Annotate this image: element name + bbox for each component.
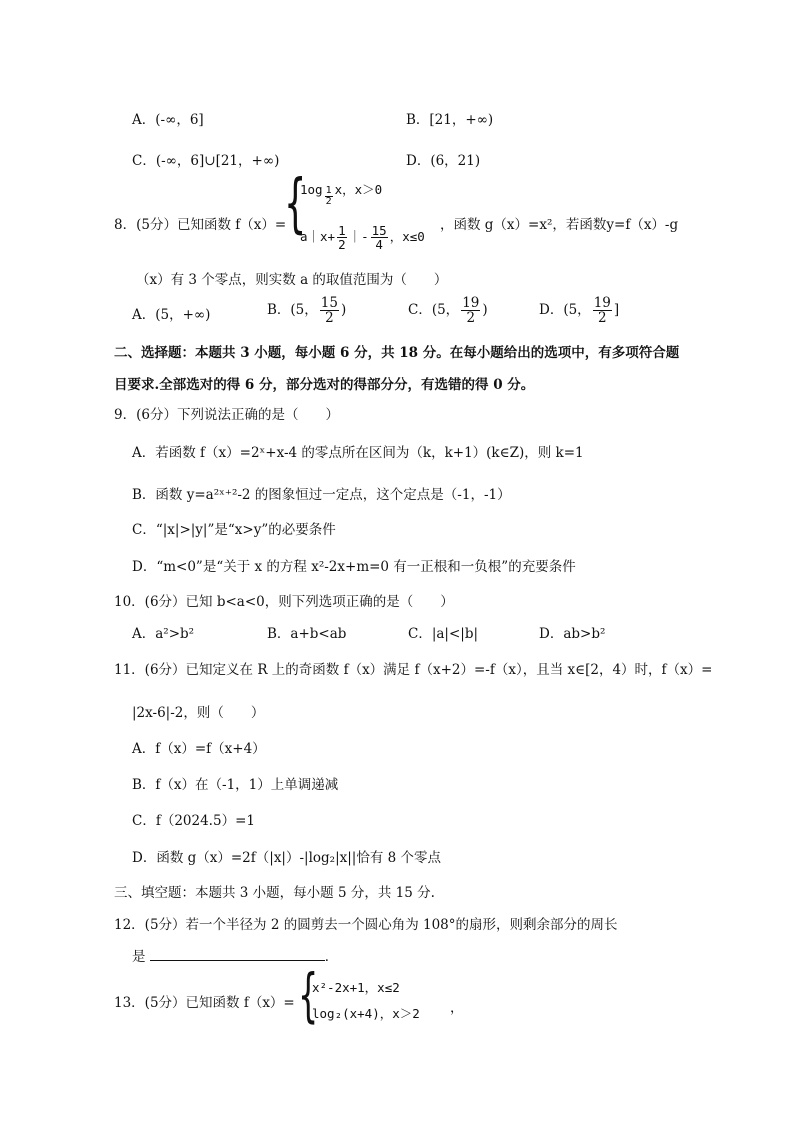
q11-option-c: C．f（2024.5）=1 bbox=[132, 813, 255, 829]
option-d: D．(6，21) bbox=[406, 153, 481, 169]
q10-option-c: C．|a|<|b| bbox=[408, 626, 479, 642]
q13-case2: log₂(x+4)，x＞2 bbox=[312, 1006, 420, 1021]
q9-option-a: A．若函数 f（x）=2ˣ+x-4 的零点所在区间为（k，k+1）(k∈Z)，则 k=1 bbox=[132, 445, 584, 461]
section3-heading: 三、填空题：本题共 3 小题，每小题 5 分，共 15 分. bbox=[114, 885, 435, 901]
q10-option-d: D．ab>b² bbox=[539, 626, 606, 642]
section2-line1: 二、选择题：本题共 3 小题，每小题 6 分，共 18 分。在每小题给出的选项中，有多项符合题 bbox=[114, 345, 680, 361]
option-c: C．(-∞，6]∪[21，+∞) bbox=[132, 153, 280, 169]
q13-prefix: 13．(5分）已知函数 f（x）= bbox=[114, 995, 295, 1011]
q8-line2: （x）有 3 个零点，则实数 a 的取值范围为（ ） bbox=[136, 272, 448, 288]
q11-stem: 11．(6分）已知定义在 R 上的奇函数 f（x）满足 f（x+2）=-f（x），且当 x∈[2，4）时，f（x）= bbox=[114, 662, 713, 678]
q9-stem: 9．(6分）下列说法正确的是（ ） bbox=[114, 407, 339, 423]
q8-option-a: A．(5，+∞) bbox=[132, 307, 211, 323]
q8-option-b: B．(5， $\frac{15}{2}$ ) bbox=[267, 295, 347, 327]
q13-brace: { bbox=[298, 961, 319, 1029]
q10-stem: 10．(6分）已知 b<a<0，则下列选项正确的是（ ） bbox=[114, 594, 454, 610]
q9-option-c: C．“|x|>|y|”是“x>y”的必要条件 bbox=[132, 522, 336, 538]
q10-option-b: B．a+b<ab bbox=[267, 626, 347, 642]
q11-option-a: A．f（x）=f（x+4） bbox=[132, 741, 266, 757]
q12-stem: 12．(5分）若一个半径为 2 的圆剪去一个圆心角为 108°的扇形，则剩余部分的周长 bbox=[114, 917, 618, 933]
q9-option-d: D．“m<0”是“关于 x 的方程 x²-2x+m=0 有一正根和一负根”的充要条件 bbox=[132, 559, 576, 575]
q11-option-d: D．函数 g（x）=2f（|x|）-|log₂|x||恰有 8 个零点 bbox=[132, 850, 442, 866]
q13-after: ， bbox=[450, 1000, 464, 1016]
option-b: B．[21，+∞) bbox=[406, 112, 494, 128]
q9-option-b: B．函数 y=a²ˣ⁺²-2 的图象恒过一定点，这个定点是（-1，-1） bbox=[132, 487, 511, 503]
q8-option-c: C．(5， $\frac{19}{2}$ ) bbox=[408, 295, 488, 327]
q11-option-b: B．f（x）在（-1，1）上单调递减 bbox=[132, 777, 339, 793]
q8-prefix: 8．(5分）已知函数 f（x）= bbox=[114, 217, 287, 233]
q8-case1: 1og $\frac{1}{2}$ x，x＞0 bbox=[300, 182, 383, 207]
q13-case1: x²-2x+1，x≤2 bbox=[312, 980, 400, 995]
q12-answer-line: 是 ． bbox=[132, 945, 338, 965]
answer-blank[interactable] bbox=[150, 946, 325, 961]
option-a: A．(-∞，6] bbox=[132, 112, 204, 128]
section2-line2: 目要求.全部选对的得 6 分，部分选对的得部分分，有选错的得 0 分。 bbox=[114, 377, 535, 393]
q11-stem-line2: |2x-6|-2，则（ ） bbox=[132, 705, 265, 721]
q8-option-d: D．(5， $\frac{19}{2}$ ] bbox=[539, 295, 620, 327]
q10-option-a: A．a²>b² bbox=[132, 626, 195, 642]
q8-brace: { bbox=[284, 167, 307, 241]
q8-case2: a｜x+ $\frac{1}{2}$ ｜- $\frac{15}{4}$ ，x≤0 bbox=[300, 223, 425, 253]
q8-after: ，函数 g（x）=x²，若函数y=f（x）-g bbox=[440, 217, 679, 233]
